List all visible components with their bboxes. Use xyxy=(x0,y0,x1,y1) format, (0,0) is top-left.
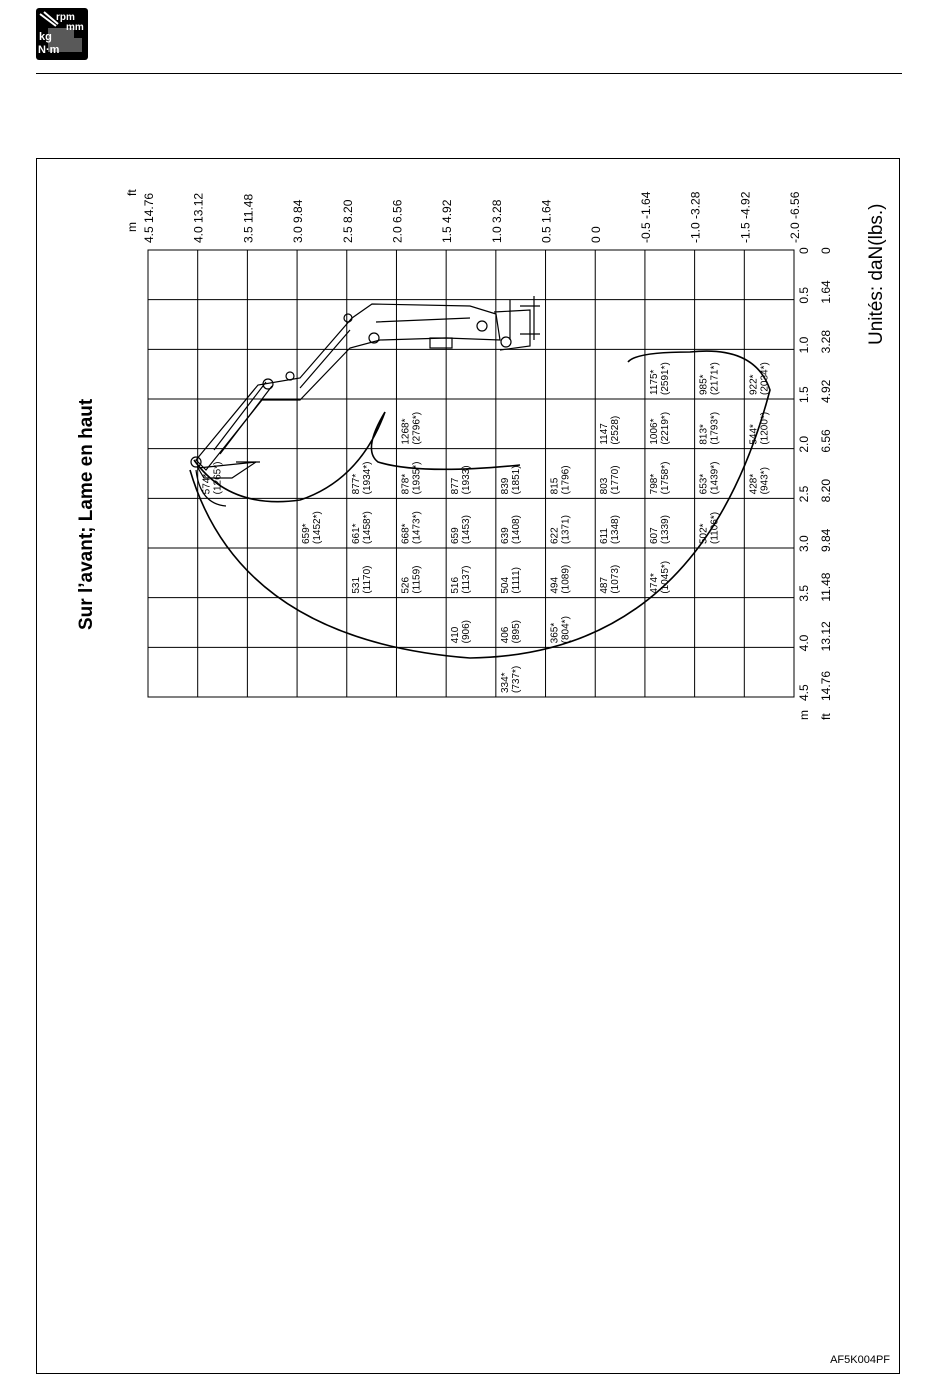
radius-label-ft: 13.12 xyxy=(819,621,833,652)
load-value-dan: 813* xyxy=(698,424,710,445)
load-value-lbs: (2219*) xyxy=(659,411,671,445)
load-value-lbs: (1170) xyxy=(361,565,373,594)
load-value-lbs: (1089) xyxy=(560,564,572,594)
load-value-lbs: (1796) xyxy=(560,465,572,495)
unit-m-top: m xyxy=(125,222,139,232)
load-value-dan: 531 xyxy=(350,576,362,594)
height-label: -0.5 -1.64 xyxy=(638,191,653,243)
height-label: 1.0 3.28 xyxy=(489,199,504,243)
load-value-dan: 526 xyxy=(400,576,412,594)
load-value-dan: 1268* xyxy=(400,418,412,445)
radius-label-m: 2.5 xyxy=(797,485,811,503)
load-value-lbs: (1453) xyxy=(461,515,473,544)
radius-label-ft: 6.56 xyxy=(819,429,833,453)
load-value-dan: 668* xyxy=(400,523,412,544)
logo-kg: kg xyxy=(39,31,52,43)
load-value-dan: 365* xyxy=(549,622,561,644)
logo-rpm: rpm xyxy=(56,12,75,23)
cylinder-pin-c xyxy=(477,321,487,331)
load-value-dan: 494 xyxy=(549,576,561,594)
load-value-dan: 406 xyxy=(499,626,511,644)
load-value-dan: 798* xyxy=(648,473,660,495)
load-value-dan: 607 xyxy=(648,527,660,544)
radius-label-m: 1.5 xyxy=(797,386,811,403)
load-value-dan: 877* xyxy=(350,473,362,495)
load-value-lbs: (1758*) xyxy=(659,461,671,495)
load-value-dan: 1147 xyxy=(599,423,611,445)
radius-label-m: 3.0 xyxy=(797,535,811,552)
radius-label-ft: 0 xyxy=(819,247,833,254)
height-label: 2.0 6.56 xyxy=(390,199,405,243)
load-value-lbs: (1106*) xyxy=(709,511,721,544)
load-value-dan: 639 xyxy=(499,527,511,544)
load-value-lbs: (737*) xyxy=(510,665,522,693)
load-value-lbs: (895) xyxy=(510,619,522,644)
load-value-lbs: (1793*) xyxy=(709,411,721,445)
load-value-lbs: (1200*) xyxy=(759,411,771,445)
height-label: 3.5 11.48 xyxy=(241,193,256,243)
load-value-lbs: (1473*) xyxy=(411,511,423,544)
height-label: -1.0 -3.28 xyxy=(688,191,703,243)
load-value-lbs: (2034*) xyxy=(759,362,771,395)
load-value-lbs: (906) xyxy=(461,619,473,644)
load-value-dan: 334* xyxy=(499,672,511,693)
load-value-dan: 1006* xyxy=(648,418,660,445)
radius-label-ft: 1.64 xyxy=(819,280,833,304)
radius-label-m: 1.0 xyxy=(797,336,811,354)
load-value-lbs: (1137) xyxy=(461,565,473,594)
load-value-lbs: (1851) xyxy=(510,465,522,495)
load-value-dan: 410 xyxy=(450,626,462,644)
height-label: 0 0 xyxy=(589,226,604,243)
load-value-dan: 504 xyxy=(499,576,511,594)
load-value-lbs: (1439*) xyxy=(709,461,721,495)
height-label: 4.0 13.12 xyxy=(191,192,206,243)
cylinder-block xyxy=(430,338,452,348)
load-value-lbs: (2528) xyxy=(610,415,622,445)
bracket-pin xyxy=(501,337,511,347)
load-value-lbs: (804*) xyxy=(560,616,572,644)
unit-m-right: m xyxy=(797,710,811,720)
radius-label-m: 0 xyxy=(797,247,811,254)
radius-label-ft: 11.48 xyxy=(819,572,833,602)
axis-labels xyxy=(125,189,833,720)
load-value-dan: 474* xyxy=(648,573,660,594)
load-value-lbs: (1111) xyxy=(510,566,522,594)
load-value-dan: 428* xyxy=(748,473,760,495)
load-value-lbs: (1934*) xyxy=(361,461,373,495)
load-value-lbs: (2591*) xyxy=(659,362,671,395)
load-value-lbs: (1073) xyxy=(610,564,622,594)
load-value-dan: 622 xyxy=(549,527,561,544)
load-value-lbs: (1458*) xyxy=(361,511,373,544)
radius-label-m: 4.5 xyxy=(797,684,811,701)
unit-ft-top: ft xyxy=(125,189,139,196)
load-value-dan: 574* xyxy=(201,473,213,495)
load-value-dan: 544* xyxy=(748,424,760,445)
height-label: 2.5 8.20 xyxy=(340,199,355,243)
height-label: -2.0 -6.56 xyxy=(788,191,802,243)
height-label: -1.5 -4.92 xyxy=(738,191,753,243)
arm-cylinder xyxy=(214,382,272,454)
load-value-dan: 659 xyxy=(450,527,462,544)
cylinder-pin-b xyxy=(344,314,352,322)
boom-outline xyxy=(196,304,500,470)
load-value-lbs: (2796*) xyxy=(411,411,423,445)
load-value-lbs: (1770) xyxy=(610,465,622,495)
units-label: Unités: daN(lbs.) xyxy=(866,203,887,345)
height-label: 1.5 4.92 xyxy=(440,199,455,243)
load-value-lbs: (1452*) xyxy=(312,511,324,544)
load-value-lbs: (1933) xyxy=(461,465,473,495)
radius-label-ft: 3.28 xyxy=(819,329,833,354)
height-label: 3.0 9.84 xyxy=(291,199,306,243)
logo-mm: mm xyxy=(66,22,84,33)
load-value-dan: 653* xyxy=(698,473,710,495)
load-value-dan: 877 xyxy=(450,477,462,495)
radius-label-ft: 14.76 xyxy=(819,670,833,701)
radius-label-m: 2.0 xyxy=(797,435,811,453)
load-value-dan: 803 xyxy=(599,477,611,495)
load-value-dan: 878* xyxy=(400,473,412,495)
load-value-dan: 611 xyxy=(599,528,611,544)
radius-label-m: 3.5 xyxy=(797,584,811,602)
load-value-lbs: (1265*) xyxy=(212,461,224,495)
load-value-lbs: (1935*) xyxy=(411,461,423,495)
load-value-dan: 922* xyxy=(748,374,760,395)
load-value-dan: 985* xyxy=(698,374,710,395)
load-value-dan: 659* xyxy=(301,523,313,544)
load-value-lbs: (1348) xyxy=(610,515,622,544)
load-value-dan: 502* xyxy=(698,523,710,544)
load-value-dan: 516 xyxy=(450,576,462,594)
radius-label-ft: 8.20 xyxy=(819,478,833,503)
height-label: 0.5 1.64 xyxy=(539,199,554,243)
load-value-lbs: (1371) xyxy=(560,515,572,544)
load-values xyxy=(202,362,771,693)
load-value-lbs: (1045*) xyxy=(659,560,671,594)
load-value-dan: 1175* xyxy=(648,369,660,395)
boom-cylinder xyxy=(300,318,470,388)
load-value-dan: 839 xyxy=(499,477,511,495)
load-value-lbs: (1408) xyxy=(510,515,522,544)
load-value-lbs: (2171*) xyxy=(709,362,721,395)
load-value-dan: 661* xyxy=(350,523,362,544)
radius-label-ft: 9.84 xyxy=(819,528,833,552)
reference-code: AF5K004PF xyxy=(830,1354,890,1366)
load-value-lbs: (1159) xyxy=(411,565,423,594)
height-label: 4.5 14.76 xyxy=(142,192,156,243)
cylinder-pin-a xyxy=(286,372,294,380)
logo-nm: N·m xyxy=(38,44,60,56)
reach-envelope xyxy=(190,351,770,658)
unit-ft-right: ft xyxy=(819,713,833,720)
radius-label-m: 4.0 xyxy=(797,634,811,652)
load-value-dan: 815 xyxy=(549,477,561,495)
load-value-dan: 487 xyxy=(599,576,611,594)
load-value-lbs: (943*) xyxy=(759,467,771,495)
radius-label-ft: 4.92 xyxy=(819,379,833,403)
diagram-title: Sur l’avant; Lame en haut xyxy=(76,398,97,630)
radius-label-m: 0.5 xyxy=(797,286,811,304)
envelope-outer-arc xyxy=(190,351,770,658)
load-value-lbs: (1339) xyxy=(659,515,671,544)
